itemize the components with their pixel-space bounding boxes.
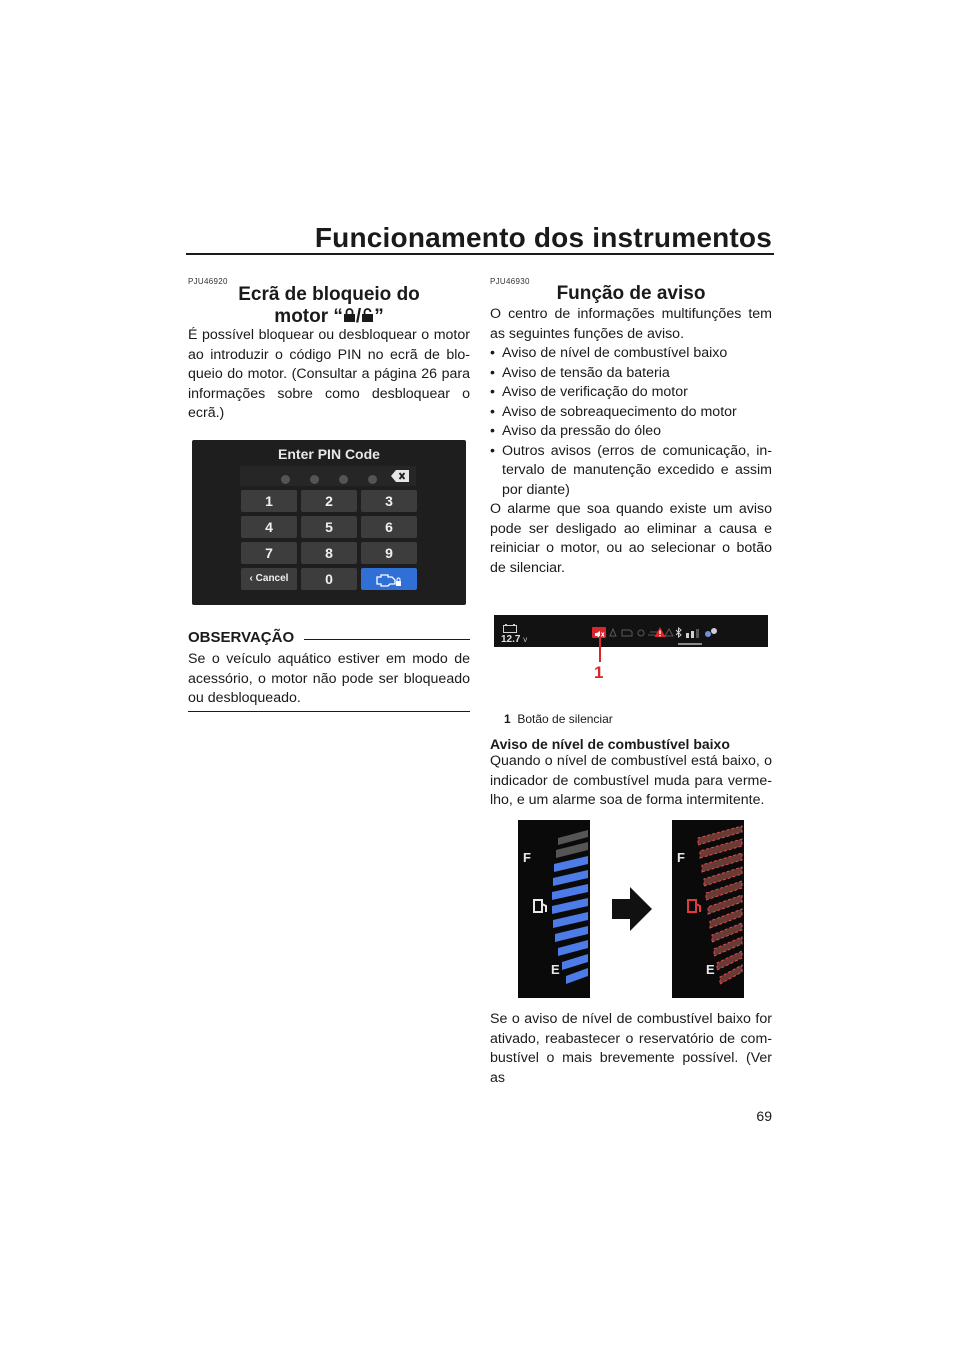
pin-dot	[310, 475, 319, 484]
intro-text: O centro de informações multifunções tem as seguintes funções de aviso.	[490, 306, 772, 342]
pin-key-8[interactable]: 8	[301, 542, 357, 564]
header-rule	[186, 253, 774, 255]
note-rule-top	[304, 639, 470, 640]
callout-line	[599, 636, 601, 662]
note-rule-bottom	[188, 711, 470, 712]
pin-dot	[281, 475, 290, 484]
alarm-text: O alarme que soa quando existe um aviso pode ser desligado ao eliminar a causa e reiniciar o motor, ou ao selecionar o botão de silenciar.	[490, 501, 772, 576]
section-title-line1: Ecrã de bloqueio do	[238, 284, 420, 305]
note-title: OBSERVAÇÃO	[188, 629, 295, 646]
arrow-right-icon	[612, 887, 652, 931]
note-paragraph: Se o veículo aquático estiver em modo de acessório, o motor não pode ser bloqueado ou desbloqueado.	[188, 651, 470, 706]
battery-voltage	[501, 634, 527, 645]
pin-key-5[interactable]: 5	[301, 516, 357, 538]
voltage-unit: V	[523, 638, 528, 644]
pin-dots-field	[240, 466, 416, 486]
section-title: Função de aviso	[556, 283, 706, 304]
list-item: • Aviso da pressão do óleo	[490, 422, 772, 442]
list-item: • Aviso de sobreaquecimento do motor	[490, 403, 772, 423]
caption-text: Botão de silenciar	[517, 712, 613, 726]
pin-key-0[interactable]: 0	[301, 568, 357, 590]
pin-dot	[339, 475, 348, 484]
voltage-value: 12.7	[501, 634, 521, 645]
page-header-title: Funcionamento dos instrumentos	[314, 222, 772, 253]
battery-icon	[503, 624, 517, 633]
bluetooth-icon	[675, 627, 683, 638]
pin-key-1[interactable]: 1	[241, 490, 297, 512]
backspace-icon[interactable]	[391, 470, 409, 482]
warning-indicators	[608, 627, 678, 638]
list-item: • Aviso de tensão da bateria	[490, 364, 772, 384]
list-item: • Aviso de nível de combustível baixo	[490, 344, 772, 364]
list-item: • Aviso de verificação do motor	[490, 383, 772, 403]
pin-key-7[interactable]: 7	[241, 542, 297, 564]
title-sep: /	[355, 306, 362, 327]
section-code: PJU46930	[490, 277, 530, 286]
lock-icon	[343, 308, 356, 323]
cancel-label: Cancel	[255, 573, 289, 584]
fuel-warning-subhead: Aviso de nível de combustível baixo	[490, 736, 730, 752]
fuel-full-label-warning: F	[677, 850, 685, 865]
figure-caption	[504, 712, 613, 726]
title-prefix: motor “	[274, 306, 343, 327]
section-code: PJU46920	[188, 277, 228, 286]
warning-triangle-icon	[654, 626, 666, 638]
pin-screen-title: Enter PIN Code	[278, 446, 380, 462]
pin-key-6[interactable]: 6	[361, 516, 417, 538]
refuel-paragraph	[490, 1010, 772, 1088]
pin-dot	[368, 475, 377, 484]
list-item: • Outros avisos (erros de comunicação, intervalo de manutenção excedido e assim por diante)	[490, 442, 772, 501]
engine-lock-button[interactable]	[361, 568, 417, 590]
pin-key-3[interactable]: 3	[361, 490, 417, 512]
signal-strength-icon	[685, 627, 703, 638]
lock-screen-paragraph	[188, 326, 470, 424]
fuel-paragraph-text: Quando o nível de combustível está baixo, o indicador de combustível muda para vermelho, e um alarme soa de forma intermitente.	[490, 753, 772, 808]
warning-list	[490, 344, 772, 500]
pin-key-9[interactable]: 9	[361, 542, 417, 564]
caption-number: 1	[504, 712, 511, 726]
paragraph-text: É possível bloquear ou desbloquear o motor ao introduzir o código PIN no ecrã de bloqueio do motor. (Consultar a página 26 para informações sobre como desbloquear o ecrã.)	[188, 327, 470, 421]
page-number: 69	[756, 1108, 772, 1124]
title-suffix: ”	[374, 306, 384, 327]
alarm-paragraph	[490, 500, 772, 578]
refuel-text: Se o aviso de nível de combustível baixo for ativado, reabastecer o reservatório de combustível o mais brevemente possível. (Ver as	[490, 1011, 772, 1086]
callout-number: 1	[594, 663, 604, 682]
section-title	[188, 284, 470, 328]
fuel-warning-paragraph	[490, 752, 772, 811]
engine-lock-icon	[374, 572, 404, 588]
fuel-full-label: F	[523, 850, 531, 865]
pin-key-4[interactable]: 4	[241, 516, 297, 538]
fuel-empty-label: E	[551, 962, 560, 977]
connectivity-icon	[704, 627, 718, 638]
chevron-left-icon: ‹	[249, 573, 253, 584]
pin-cancel-button[interactable]	[241, 568, 297, 590]
pin-key-2[interactable]: 2	[301, 490, 357, 512]
note-text	[188, 650, 470, 709]
fuel-empty-label-warning: E	[706, 962, 715, 977]
warning-intro	[490, 305, 772, 344]
section-title-line2	[188, 306, 470, 328]
status-indicator-bar	[678, 643, 702, 645]
unlock-icon	[361, 308, 374, 323]
